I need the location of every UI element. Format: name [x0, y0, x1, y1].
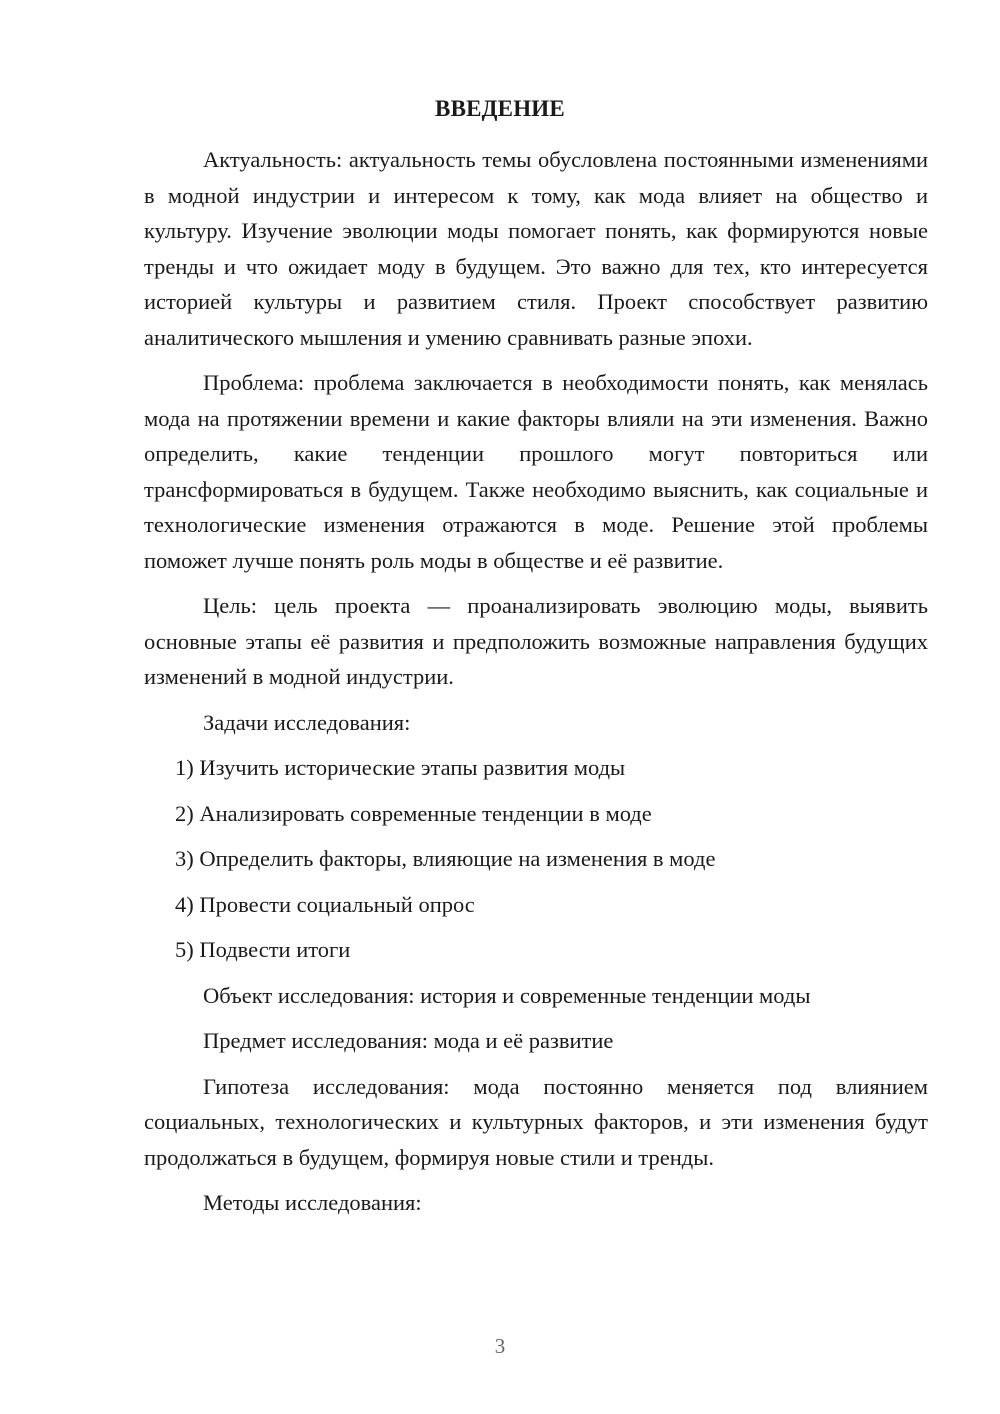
tasks-list [144, 750, 928, 968]
problem-paragraph: Проблема: проблема заключается в необходимости понять, как менялась мода на протяжении времени и какие факторы влияли на эти изменения. Важно определить, какие тенденции прошлого могут повториться или трансформироваться в будущем. Также необходимо выяснить, как социальные и технологические изменения отражаются в моде. Решение этой проблемы поможет лучше понять роль моды в обществе и её развитие. [144, 370, 928, 573]
methods-label: Методы исследования: [203, 1190, 422, 1215]
task-item: 5) Подвести итоги [175, 937, 351, 962]
research-subject: Предмет исследования: мода и её развитие [203, 1028, 614, 1053]
goal-paragraph: Цель: цель проекта — проанализировать эволюцию моды, выявить основные этапы её развития и предположить возможные направления будущих изменений в модной индустрии. [144, 593, 928, 689]
tasks-label: Задачи исследования: [203, 709, 411, 735]
task-item: 2) Анализировать современные тенденции в моде [175, 800, 652, 826]
task-item: 3) Определить факторы, влияющие на изменения в моде [175, 846, 716, 871]
task-item: 4) Провести социальный опрос [175, 891, 475, 917]
task-item: 1) Изучить исторические этапы развития моды [175, 755, 626, 780]
relevance-paragraph: Актуальность: актуальность темы обусловлена постоянными изменениями в модной индустрии и интересом к тому, как мода влияет на общество и культуру. Изучение эволюции моды помогает понять, как формируются новые тренды и что ожидает моду в будущем. Это важно для тех, кто интересуется историей культуры и развитием стиля. Проект способствует развитию аналитического мышления и умению сравнивать разные эпохи. [144, 147, 928, 350]
body-text [144, 142, 928, 1221]
page-title: ВВЕДЕНИЕ [435, 96, 565, 121]
page-number: 3 [494, 1334, 506, 1358]
hypothesis-paragraph: Гипотеза исследования: мода постоянно меняется под влиянием социальных, технологических и культурных факторов, и эти изменения будут продолжаться в будущем, формируя новые стили и тренды. [144, 1073, 928, 1170]
research-object: Объект исследования: история и современные тенденции моды [203, 982, 811, 1008]
